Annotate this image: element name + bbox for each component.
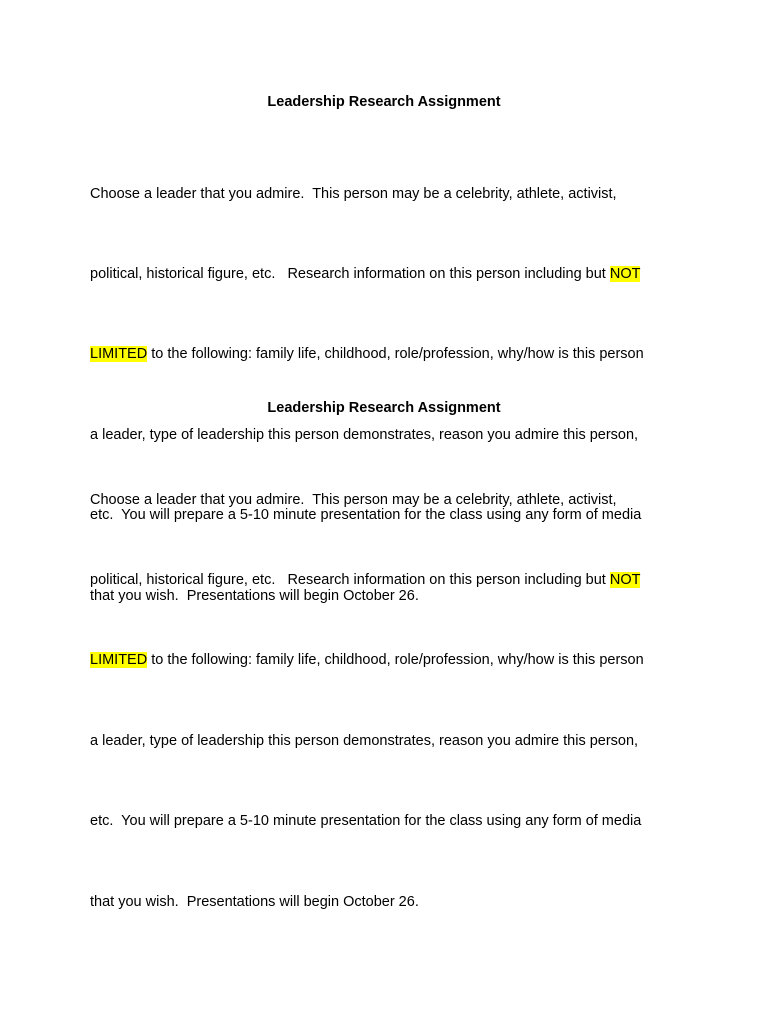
paragraph-line: a leader, type of leadership this person demonstrates, reason you admire this person, bbox=[90, 732, 639, 749]
paragraph-line bbox=[90, 647, 680, 674]
paragraph-line bbox=[90, 261, 680, 288]
highlighted-text: LIMITED bbox=[90, 652, 148, 669]
paragraph-text: to the following: family life, childhood, role/profession, why/how is this person bbox=[147, 346, 644, 363]
paragraph-line: etc. You will prepare a 5-10 minute presentation for the class using any form of media bbox=[90, 813, 642, 830]
assignment-title: Leadership Research Assignment bbox=[267, 400, 501, 416]
paragraph-line: that you wish. Presentations will begin October 26. bbox=[90, 587, 419, 604]
paragraph-text: to the following: family life, childhood, role/profession, why/how is this person bbox=[147, 652, 644, 669]
paragraph-line: Choose a leader that you admire. This person may be a celebrity, athlete, activist, bbox=[90, 491, 617, 508]
paragraph-line: that you wish. Presentations will begin October 26. bbox=[90, 893, 419, 910]
highlighted-text: NOT bbox=[609, 571, 641, 588]
paragraph-line bbox=[90, 341, 680, 368]
highlighted-text: LIMITED bbox=[90, 346, 148, 363]
assignment-paragraph bbox=[90, 433, 680, 969]
assignment-section-2 bbox=[90, 399, 680, 969]
paragraph-text: political, historical figure, etc. Research information on this person including but bbox=[90, 571, 610, 588]
paragraph-line: Choose a leader that you admire. This person may be a celebrity, athlete, activist, bbox=[90, 185, 617, 202]
highlighted-text: NOT bbox=[609, 265, 641, 282]
assignment-title: Leadership Research Assignment bbox=[267, 94, 501, 110]
paragraph-line: etc. You will prepare a 5-10 minute presentation for the class using any form of media bbox=[90, 507, 642, 524]
paragraph-text: political, historical figure, etc. Research information on this person including but bbox=[90, 265, 610, 282]
paragraph-line: a leader, type of leadership this person demonstrates, reason you admire this person, bbox=[90, 426, 639, 443]
paragraph-line bbox=[90, 567, 680, 594]
